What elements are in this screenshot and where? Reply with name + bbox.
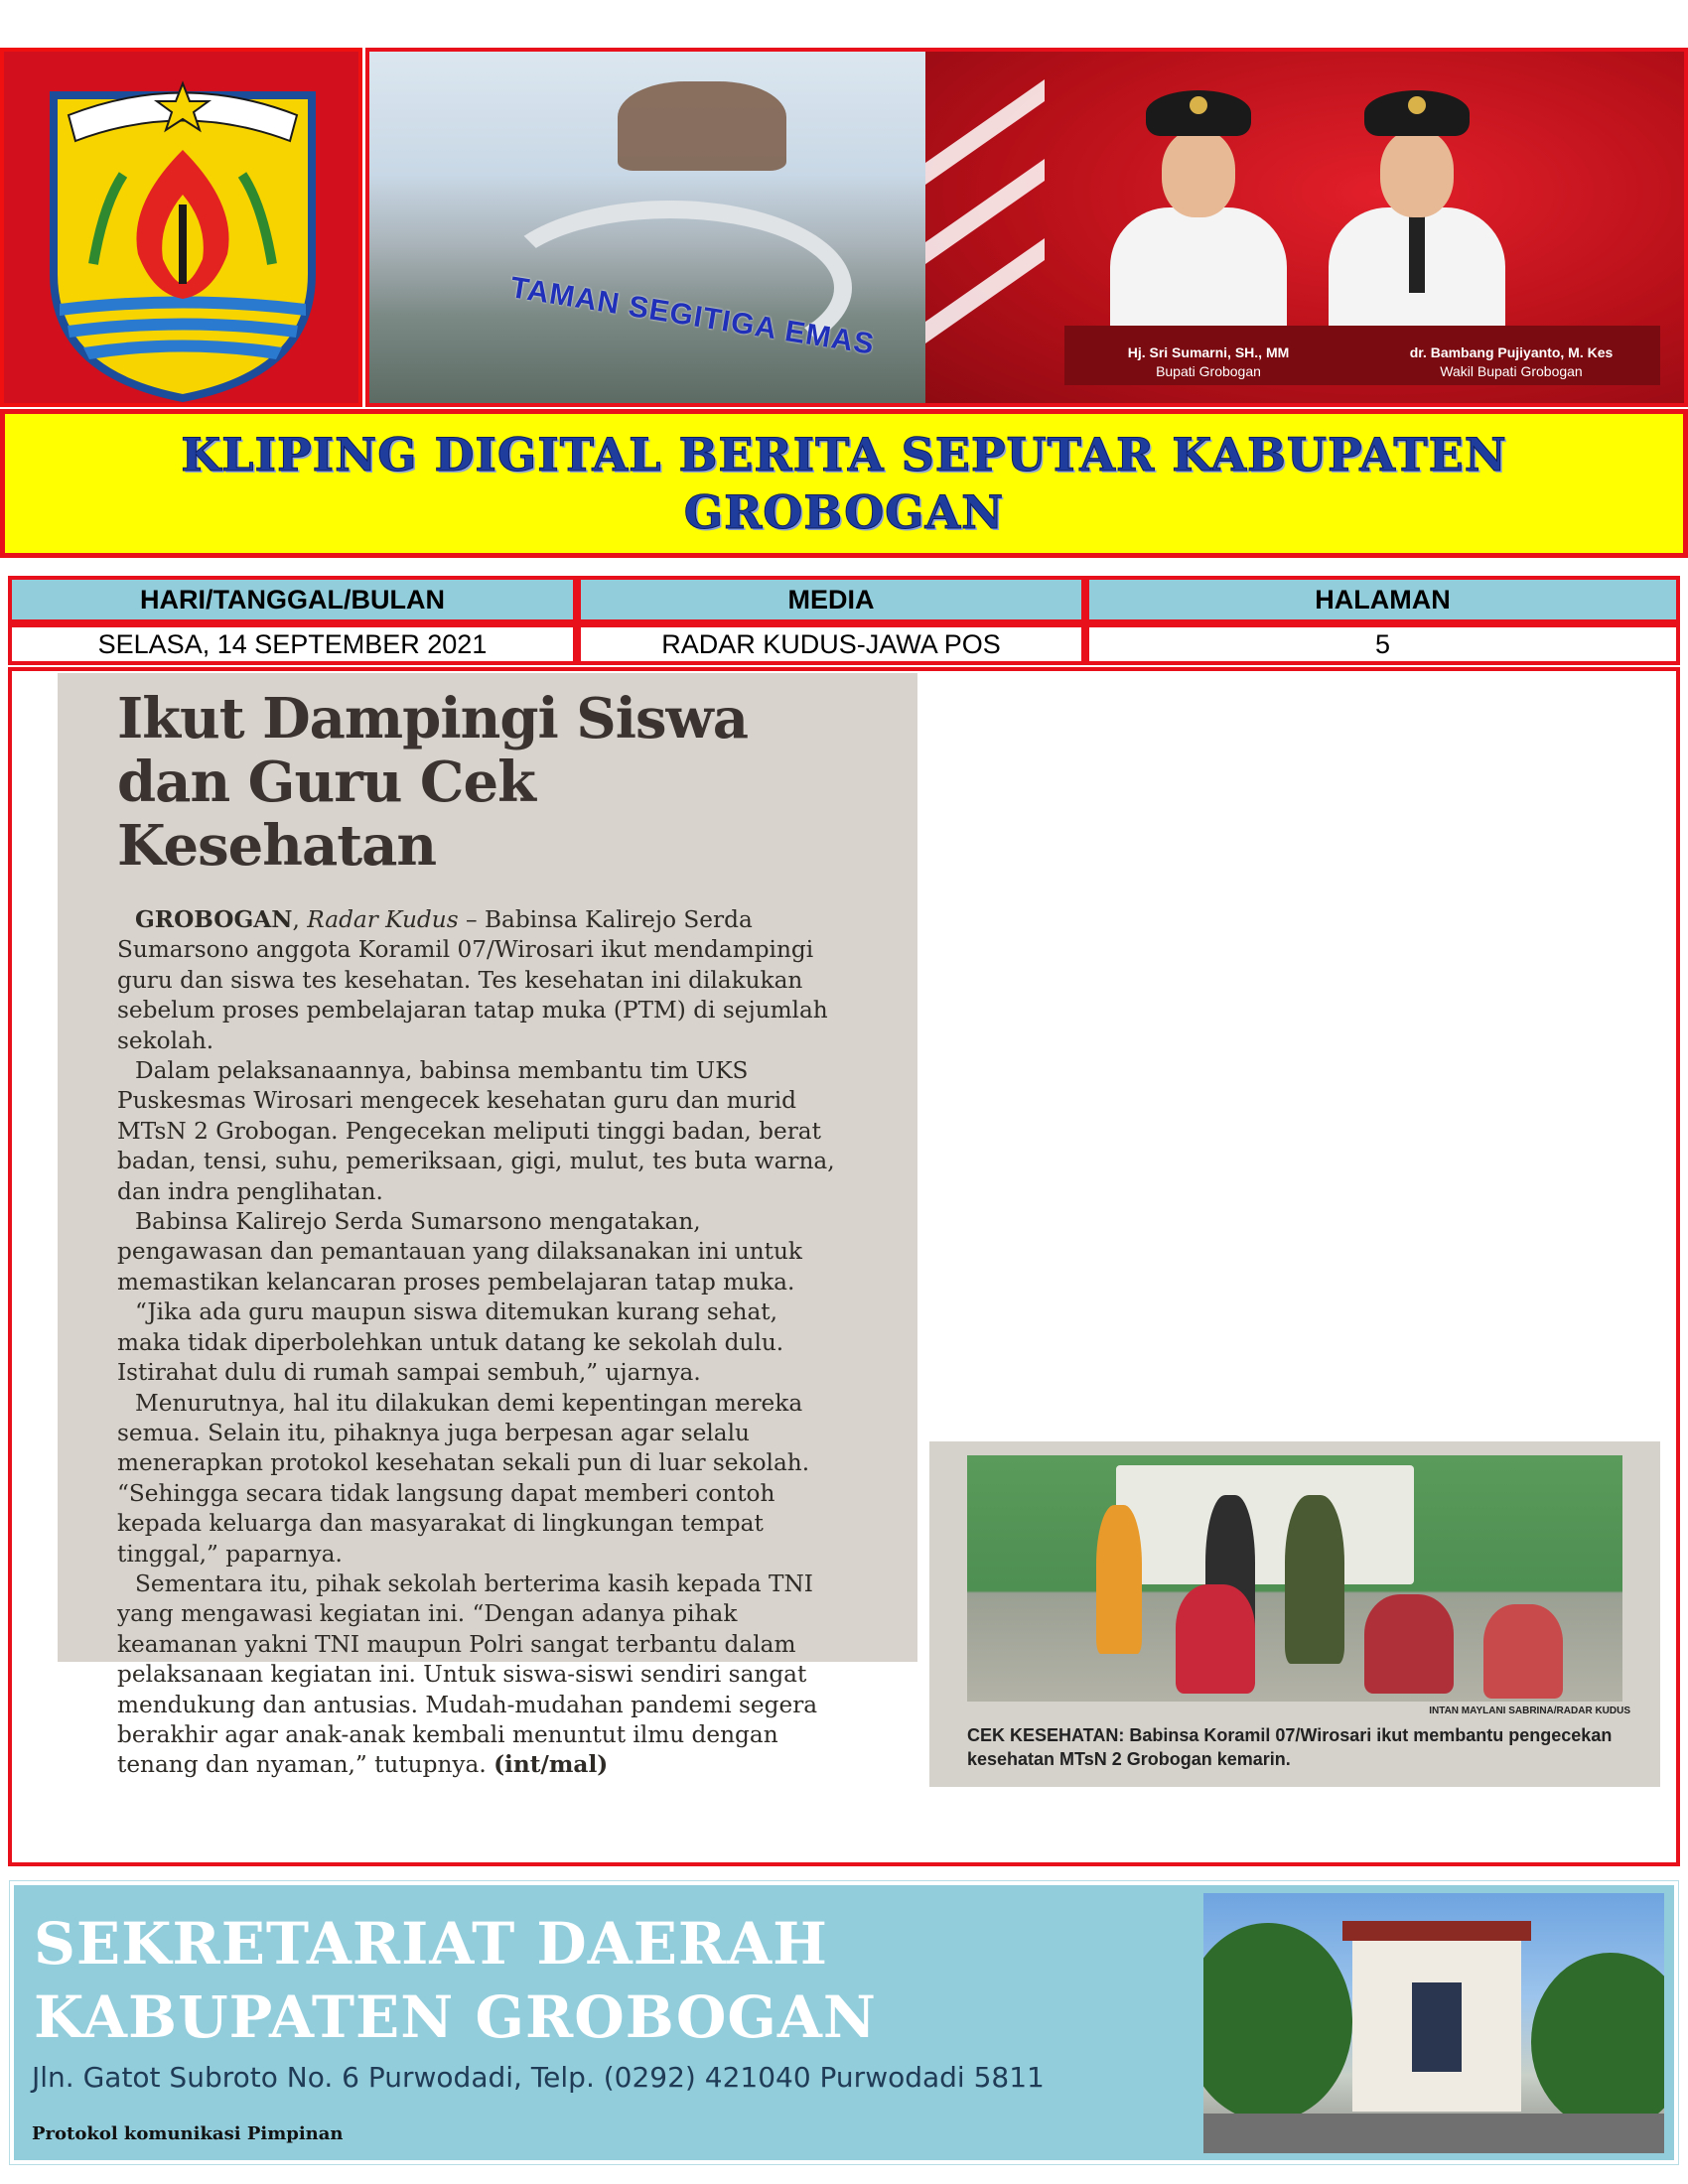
photo-credit: INTAN MAYLANI SABRINA/RADAR KUDUS — [1429, 1706, 1630, 1716]
person-figure — [1176, 1584, 1255, 1694]
title-banner — [0, 409, 1688, 558]
bupati-portrait — [1104, 90, 1293, 334]
photo-caption: CEK KESEHATAN: Babinsa Koramil 07/Wirosari ikut membantu pengecekan kesehatan MTsN 2 Grobogan kemarin. — [967, 1725, 1613, 1769]
article-body — [117, 905, 848, 1781]
date-header: HARI/TANGGAL/BULAN — [8, 576, 577, 623]
tree-image — [1203, 1923, 1352, 2121]
footer-address: Jln. Gatot Subroto No. 6 Purwodadi, Telp. (0292) 421040 Purwodadi 5811 — [32, 2061, 1045, 2094]
article-paragraph: Menurutnya, hal itu dilakukan demi kepentingan mereka semua. Selain itu, pihaknya juga berpesan agar selalu menerapkan protokol kesehatan sekali pun di luar sekolah. “Sehingga secara tidak langsung dapat memberi contoh kepada keluarga dan masyarakat di lingkungan tempat tinggal,” paparnya. — [117, 1389, 810, 1568]
dateline-source: Radar Kudus — [307, 906, 459, 933]
person-figure — [1285, 1495, 1344, 1664]
health-check-photo — [967, 1455, 1622, 1702]
header-banner — [365, 48, 1688, 407]
dateline-place: GROBOGAN — [135, 906, 293, 933]
date-value: SELASA, 14 SEPTEMBER 2021 — [8, 623, 577, 665]
article-paragraph: GROBOGAN, Radar Kudus – Babinsa Kalirejo Serda Sumarsono anggota Koramil 07/Wirosari ikut mendampingi guru dan siswa tes kesehatan. Tes kesehatan ini dilakukan sebelum proses pembelajaran tatap muka (PTM) di sejumlah sekolah. — [117, 906, 828, 1054]
footer-title: SEKRETARIAT DAERAH KABUPATEN GROBOGAN — [34, 1910, 877, 2051]
chariot-statue-image — [618, 81, 786, 171]
article-paragraph: Sementara itu, pihak sekolah berterima kasih kepada TNI yang mengawasi kegiatan ini. “Dengan adanya pihak keamanan yakni TNI maupun Polri sangat terbantu dalam pelaksanaan kegiatan ini. Untuk siswa-siswi sendiri sangat mendukung dan antusias. Mudah-mudahan pandemi segera berakhir agar anak-anak kembali menuntut ilmu dengan tenang dan nyaman,” tutupnya. (int/mal) — [117, 1570, 818, 1779]
info-header-row — [8, 576, 1680, 623]
article-signoff: (int/mal) — [493, 1751, 609, 1779]
grobogan-crest-icon — [34, 56, 332, 403]
page-value: 5 — [1085, 623, 1680, 665]
plaza-illustration — [369, 52, 925, 403]
person-figure — [1483, 1604, 1563, 1699]
page-title: KLIPING DIGITAL BERITA SEPUTAR KABUPATEN GROBOGAN — [181, 428, 1507, 539]
building-roof — [1342, 1921, 1531, 1941]
footer-panel — [10, 1881, 1678, 2164]
wakil-bupati-portrait — [1323, 90, 1511, 334]
page-header: HALAMAN — [1085, 576, 1680, 623]
media-value: RADAR KUDUS-JAWA POS — [577, 623, 1085, 665]
bupati-caption: Hj. Sri Sumarni, SH., MM Bupati Grobogan — [1127, 344, 1290, 379]
road-image — [1203, 2114, 1664, 2153]
article-paragraph: “Jika ada guru maupun siswa ditemukan kurang sehat, maka tidak diperbolehkan untuk datang ke sekolah dulu. Istirahat dulu di rumah sampai sembuh,” ujarnya. — [117, 1298, 784, 1387]
footer-note: Protokol komunikasi Pimpinan — [32, 2123, 344, 2144]
tree-image — [1531, 1953, 1664, 2131]
regency-logo-panel — [0, 48, 362, 407]
person-figure — [1096, 1505, 1142, 1654]
article-headline: Ikut Dampingi Siswa dan Guru Cek Kesehatan — [117, 686, 748, 879]
building-window — [1412, 1982, 1462, 2072]
plaza-sign-text: TAMAN SEGITIGA EMAS — [507, 271, 878, 361]
photo-clipping — [929, 1441, 1660, 1787]
news-clipping — [58, 673, 917, 1779]
whiteboard — [1116, 1465, 1414, 1584]
wakil-bupati-caption: dr. Bambang Pujiyanto, M. Kes Wakil Bupati Grobogan — [1409, 344, 1614, 379]
info-value-row — [8, 623, 1680, 665]
office-building-photo — [1203, 1893, 1664, 2153]
media-header: MEDIA — [577, 576, 1085, 623]
person-figure — [1364, 1594, 1454, 1694]
article-paragraph: Dalam pelaksanaannya, babinsa membantu tim UKS Puskesmas Wirosari mengecek kesehatan guru dan murid MTsN 2 Grobogan. Pengecekan meliputi tinggi badan, berat badan, tensi, suhu, pemeriksaan, gigi, mulut, tes buta warna, dan indra penglihatan. — [117, 1057, 835, 1205]
article-paragraph: Babinsa Kalirejo Serda Sumarsono mengatakan, pengawasan dan pemantauan yang dilaksanakan ini untuk memastikan kelancaran proses pembelajaran tatap muka. — [117, 1208, 802, 1296]
